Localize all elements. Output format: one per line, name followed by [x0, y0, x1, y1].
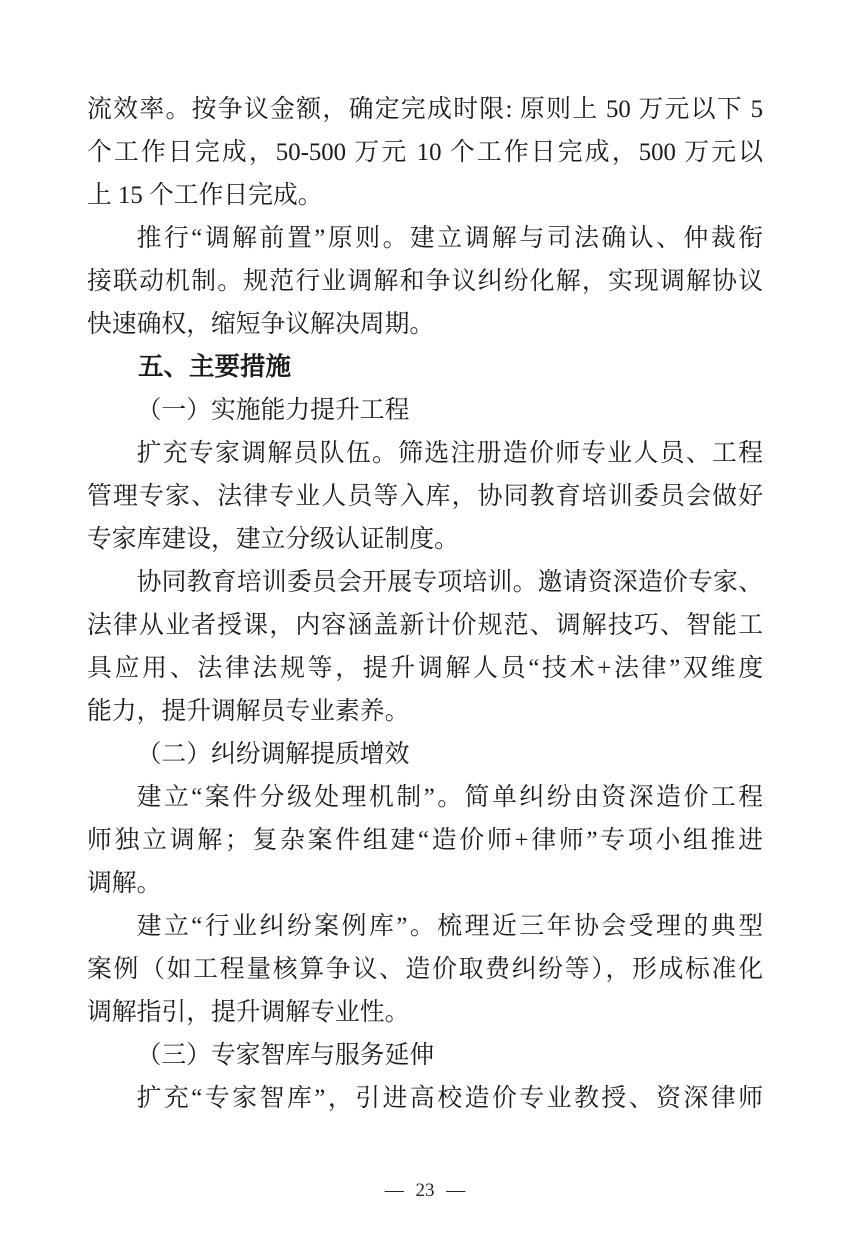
subsection-heading-line: （一）实施能力提升工程 — [136, 397, 410, 424]
page-number: — 23 — — [384, 1180, 466, 1201]
document-body — [87, 88, 763, 1120]
paragraph-line: 调解指引，提升调解专业性。 — [87, 999, 410, 1026]
paragraph-line: 法律从业者授课，内容涵盖新计价规范、调解技巧、智能工 — [87, 612, 763, 639]
paragraph-line: 专家库建设，建立分级认证制度。 — [87, 526, 459, 553]
paragraph-line: 案例（如工程量核算争议、造价取费纠纷等），形成标准化 — [87, 956, 763, 983]
paragraph-line: 推行“调解前置”原则。建立调解与司法确认、仲裁衔 — [136, 225, 763, 252]
paragraph-line: 上 15 个工作日完成。 — [87, 182, 323, 209]
paragraph-line: 建立“行业纠纷案例库”。梳理近三年协会受理的典型 — [136, 913, 763, 940]
paragraph-line: 能力，提升调解员专业素养。 — [87, 698, 410, 725]
section-heading-line: 五、主要措施 — [138, 353, 292, 381]
paragraph-line: 具应用、法律法规等，提升调解人员“技术+法律”双维度 — [87, 655, 763, 682]
paragraph-line: 接联动机制。规范行业调解和争议纠纷化解，实现调解协议 — [87, 268, 763, 295]
paragraph-line: 快速确权，缩短争议解决周期。 — [87, 311, 435, 338]
paragraph-line: 扩充专家调解员队伍。筛选注册造价师专业人员、工程 — [136, 440, 763, 467]
page-footer — [0, 1180, 850, 1202]
paragraph-line: 调解。 — [87, 870, 162, 897]
paragraph-line: 个工作日完成，50-500 万元 10 个工作日完成，500 万元以 — [87, 139, 763, 166]
paragraph-line: 流效率。按争议金额，确定完成时限: 原则上 50 万元以下 5 — [87, 96, 763, 123]
paragraph-line: 师独立调解；复杂案件组建“造价师+律师”专项小组推进 — [87, 827, 763, 854]
paragraph-line: 建立“案件分级处理机制”。简单纠纷由资深造价工程 — [136, 784, 763, 811]
paragraph-line: 协同教育培训委员会开展专项培训。邀请资深造价专家、 — [136, 569, 763, 596]
subsection-heading-line: （三）专家智库与服务延伸 — [136, 1042, 435, 1069]
paragraph-line: 管理专家、法律专业人员等入库，协同教育培训委员会做好 — [87, 483, 763, 510]
paragraph-line: 扩充“专家智库”，引进高校造价专业教授、资深律师 — [136, 1085, 763, 1112]
subsection-heading-line: （二）纠纷调解提质增效 — [136, 741, 410, 768]
